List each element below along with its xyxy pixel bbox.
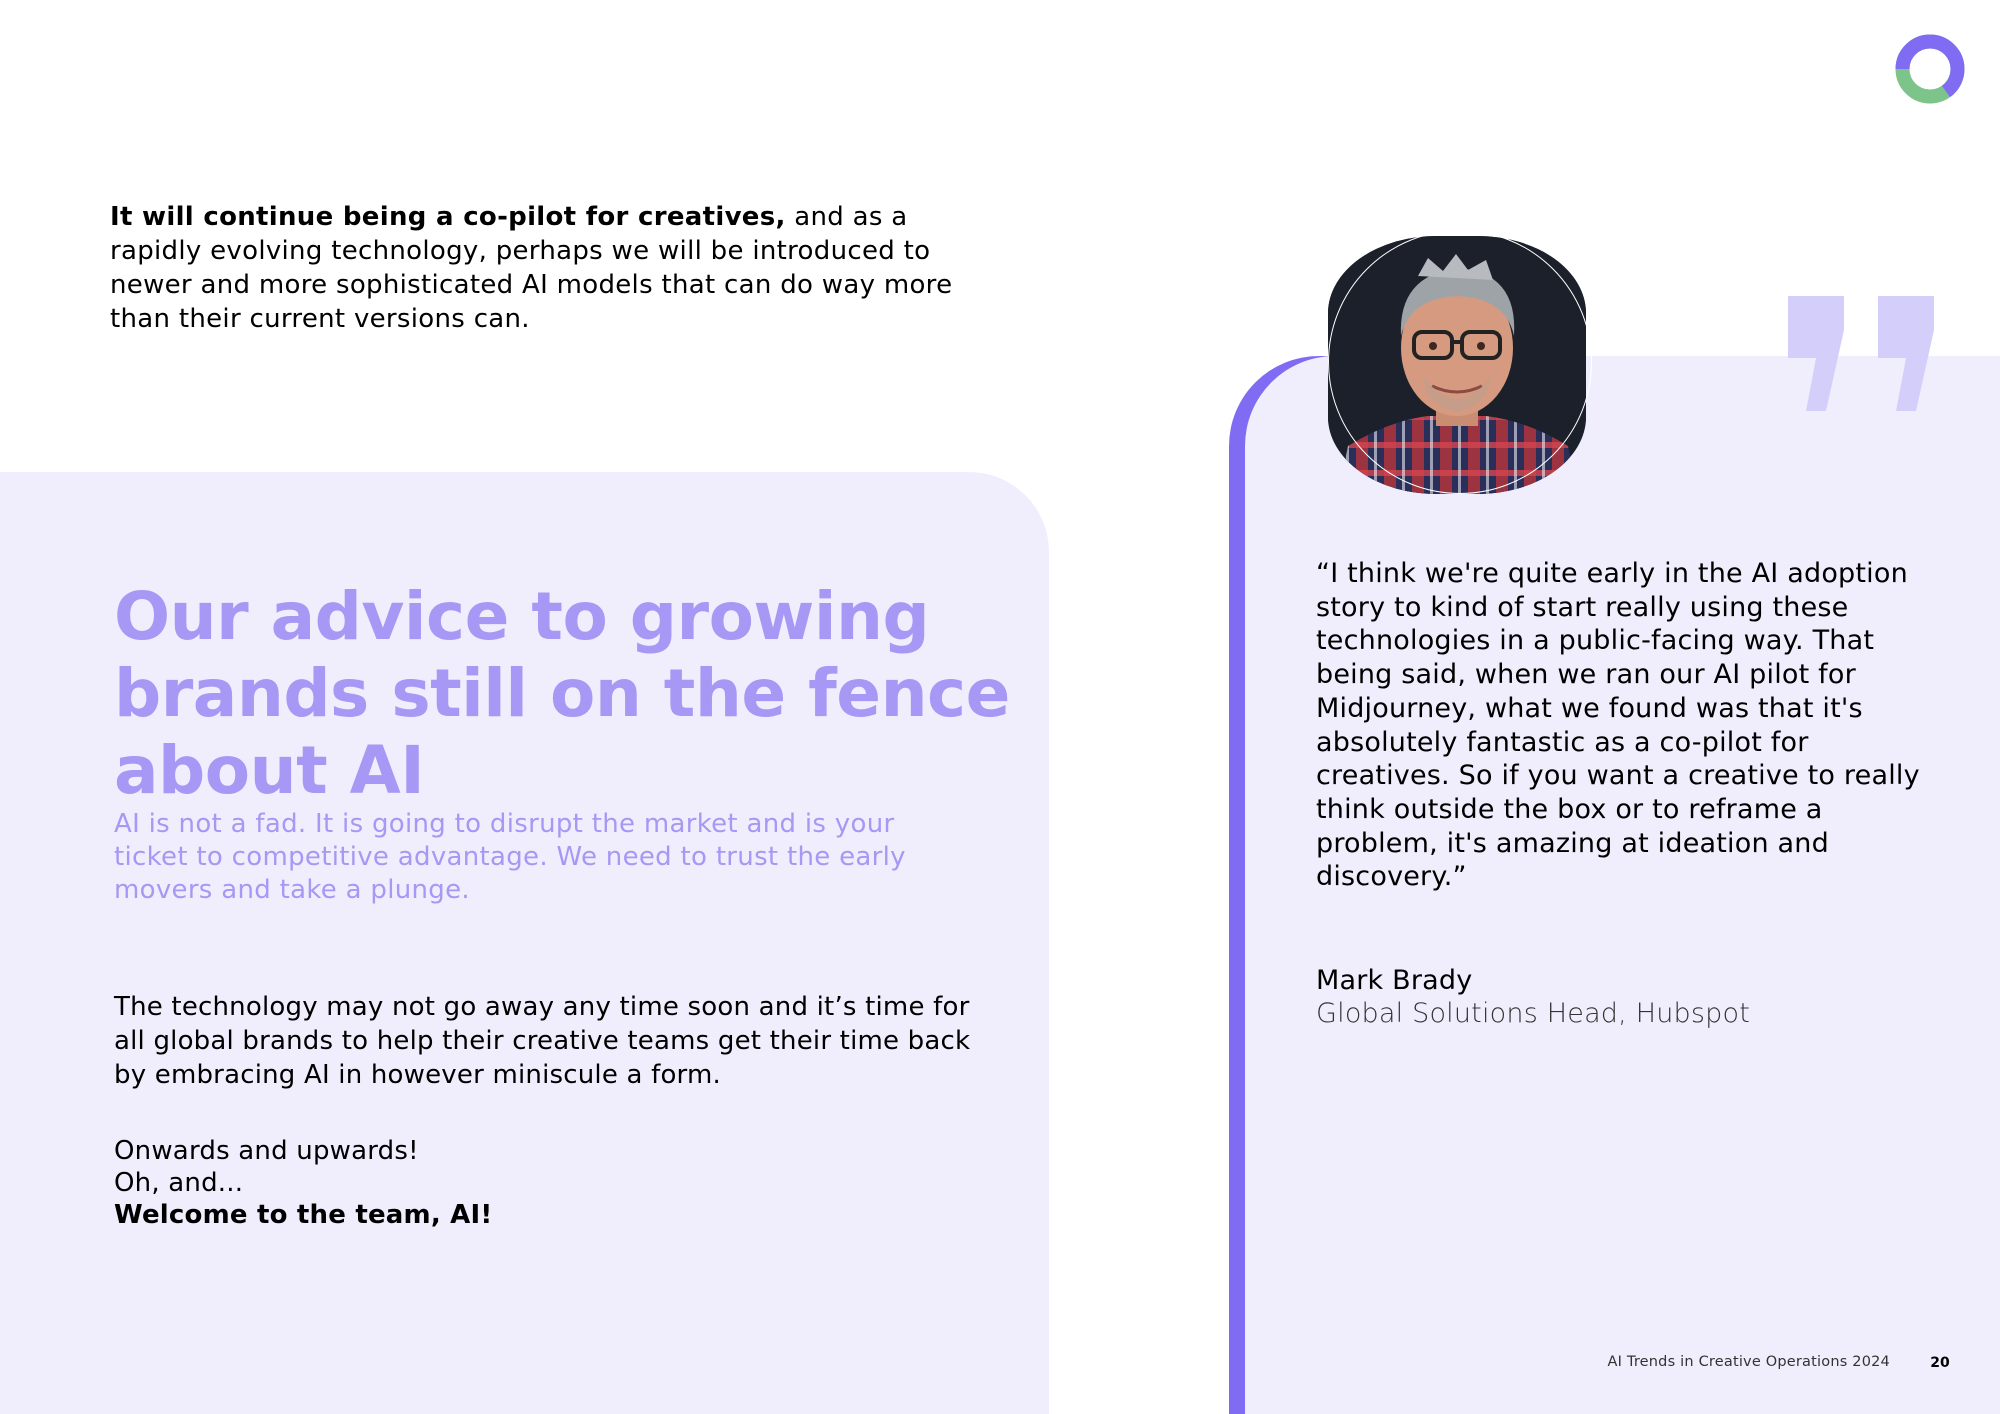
advice-heading: Our advice to growing brands still on the fence about AI	[114, 578, 1010, 809]
footer-publication-title: AI Trends in Creative Operations 2024	[1607, 1354, 1890, 1370]
signoff-line-2: Oh, and...	[114, 1168, 244, 1198]
intro-text: and as a rapidly evolving technology, perhaps we will be introduced to newer and more sophisticated AI models that can do way more than their current versions can.	[110, 202, 953, 334]
testimonial-name: Mark Brady	[1316, 965, 1473, 996]
advice-body: The technology may not go away any time soon and it’s time for all global brands to help their creative teams get their time back by embracing AI in however miniscule a form.	[114, 992, 971, 1090]
signoff-line-1: Onwards and upwards!	[114, 1136, 419, 1166]
intro-paragraph	[110, 200, 990, 336]
quote-mark-icon	[1786, 296, 1936, 411]
avatar-ring	[1328, 230, 1592, 494]
brand-ring-logo	[1894, 33, 1966, 105]
intro-bold-text: It will continue being a co-pilot for creatives,	[110, 202, 786, 232]
signoff-bold-line: Welcome to the team, AI!	[114, 1200, 493, 1230]
testimonial-quote: “I think we're quite early in the AI adoption story to kind of start really using these technologies in a public-facing way. That being said, when we ran our AI pilot for Midjourney, what we found was that it's absolutely fantastic as a co-pilot for creatives. So if you want a creative to really think outside the box or to reframe a problem, it's amazing at ideation and discovery.”	[1316, 558, 1920, 893]
page-number: 20	[1930, 1355, 1950, 1371]
advice-subheading: AI is not a fad. It is going to disrupt the market and is your ticket to competitive advantage. We need to trust the early movers and take a plunge.	[114, 809, 906, 905]
signoff	[114, 1135, 714, 1231]
testimonial-title: Global Solutions Head, Hubspot	[1316, 998, 1750, 1029]
